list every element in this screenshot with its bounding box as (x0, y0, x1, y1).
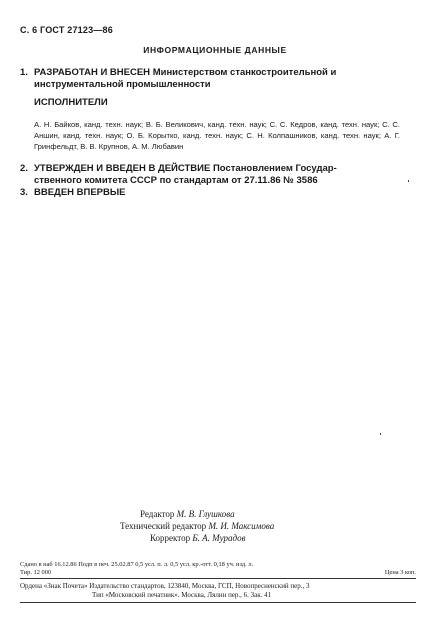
scan-speck (380, 433, 381, 435)
item-number: 1. (20, 67, 28, 78)
editor-row (120, 508, 274, 520)
divider (20, 602, 416, 603)
item-text: Постановлением Государ- (212, 163, 337, 174)
info-item-approved (20, 163, 412, 187)
tech-editor-name: М. И. Максимова (208, 521, 275, 531)
item-text: Министерством станкостроительной и (152, 67, 337, 78)
imprint-block (20, 561, 416, 577)
editors-block (120, 508, 274, 544)
scan-speck (408, 180, 409, 182)
imprint-price: Цена 3 коп. (384, 569, 416, 576)
corrector-row (120, 532, 274, 544)
item-lead: РАЗРАБОТАН И ВНЕСЕН (34, 67, 151, 78)
editor-name: М. В. Глушкова (176, 509, 235, 519)
info-item-developed (20, 67, 412, 91)
printer-block (20, 582, 416, 600)
imprint-line (20, 561, 416, 569)
page-header: С. 6 ГОСТ 27123—86 (20, 25, 113, 35)
item-lead: УТВЕРЖДЕН И ВВЕДЕН В ДЕЙСТВИЕ (34, 163, 211, 174)
info-item-introduced (20, 187, 412, 199)
printshop-line: Тип «Московский печатник». Москва, Лялин пер., 6. Зак. 41 (92, 591, 272, 599)
tech-editor-row (120, 520, 274, 532)
publisher-line: Ордена «Знак Почета» Издательство стандартов, 123840, Москва, ГСП, Новопресненский пер., 3 (20, 582, 310, 590)
item-continuation: инструментальной промышленности (34, 79, 211, 90)
item-continuation: ственного комитета СССР по стандартам от 27.11.86 № 3586 (34, 175, 318, 186)
item-number: 3. (20, 187, 28, 198)
corrector-name: Б. А. Мурадов (192, 533, 246, 543)
imprint-dates: Сдано в наб 16.12.86 Подп в печ. 25.02.87 0,5 усл. п. л. 0,5 усл. кр.-отт. 0,18 уч. изд. л. (20, 561, 254, 568)
tech-editor-label: Технический редактор (120, 521, 207, 531)
corrector-label: Корректор (150, 533, 191, 543)
performers-heading: ИСПОЛНИТЕЛИ (34, 97, 108, 108)
item-lead: ВВЕДЕН ВПЕРВЫЕ (34, 187, 126, 198)
item-number: 2. (20, 163, 28, 174)
editor-label: Редактор (140, 509, 175, 519)
divider (20, 578, 416, 579)
imprint-line (20, 569, 416, 577)
imprint-print-run: Тир. 12 000 (20, 569, 52, 576)
section-title: ИНФОРМАЦИОННЫЕ ДАННЫЕ (143, 45, 287, 55)
performers-list: А. Н. Байков, канд. техн. наук; В. Б. Великович, канд. техн. наук; С. С. Кедров, канд. техн. наук; С. С. Аншин, канд. техн. наук; О. Б. Корытко, канд. техн. наук; С. Н. Колпашников, канд. техн. наук; А. Г. Гринфельдт, В. В. Крупнов, А. М. Любавин (34, 120, 400, 151)
